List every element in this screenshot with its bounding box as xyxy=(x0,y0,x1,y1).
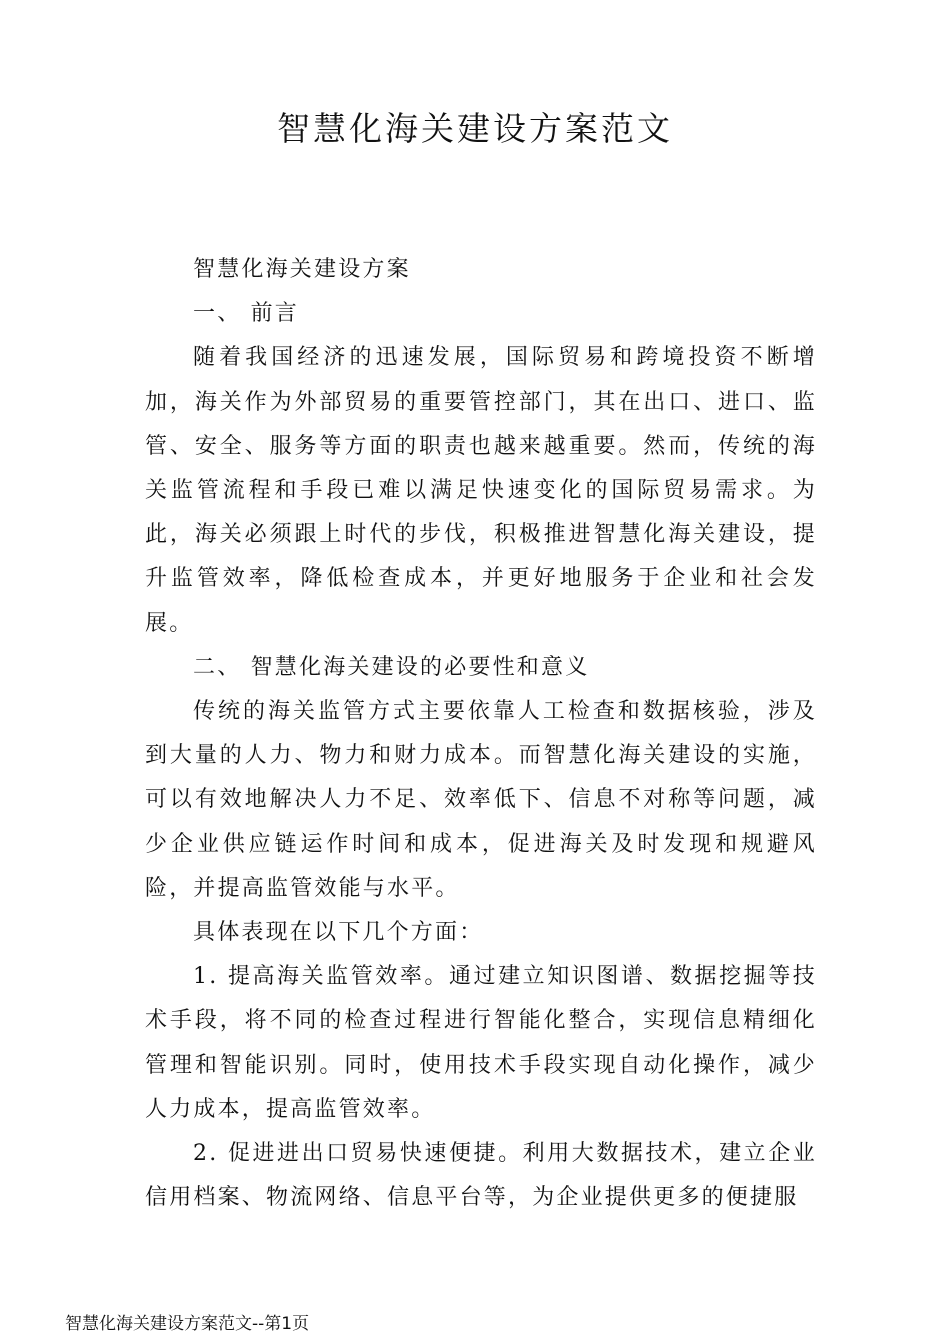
document-title: 智慧化海关建设方案范文 xyxy=(277,109,673,148)
section-heading: 智慧化海关建设方案 xyxy=(193,257,411,282)
document-body xyxy=(145,248,817,1220)
body-paragraph: 具体表现在以下几个方面： xyxy=(193,920,484,946)
list-item-paragraph: 2. 促进进出口贸易快速便捷。利用大数据技术，建立企业信用档案、物流网络、信息平台等，为企业提供更多的便捷服 xyxy=(145,1141,817,1211)
page-footer: 智慧化海关建设方案范文--第1页 xyxy=(65,1314,310,1334)
section-heading: 一、 前言 xyxy=(193,301,299,327)
body-paragraph: 随着我国经济的迅速发展，国际贸易和跨境投资不断增加，海关作为外部贸易的重要管控部门，其在出口、进口、监管、安全、服务等方面的职责也越来越重要。然而，传统的海关监管流程和手段已难以满足快速变化的国际贸易需求。为此，海关必须跟上时代的步伐，积极推进智慧化海关建设，提升监管效率，降低检查成本，并更好地服务于企业和社会发展。 xyxy=(145,345,817,636)
section-heading: 二、 智慧化海关建设的必要性和意义 xyxy=(193,654,590,680)
body-paragraph: 传统的海关监管方式主要依靠人工检查和数据核验，涉及到大量的人力、物力和财力成本。而智慧化海关建设的实施，可以有效地解决人力不足、效率低下、信息不对称等问题，减少企业供应链运作时间和成本，促进海关及时发现和规避风险，并提高监管效能与水平。 xyxy=(145,699,817,901)
list-item-paragraph: 1. 提高海关监管效率。通过建立知识图谱、数据挖掘等技术手段，将不同的检查过程进行智能化整合，实现信息精细化管理和智能识别。同时，使用技术手段实现自动化操作，减少人力成本，提高监管效率。 xyxy=(145,964,817,1122)
